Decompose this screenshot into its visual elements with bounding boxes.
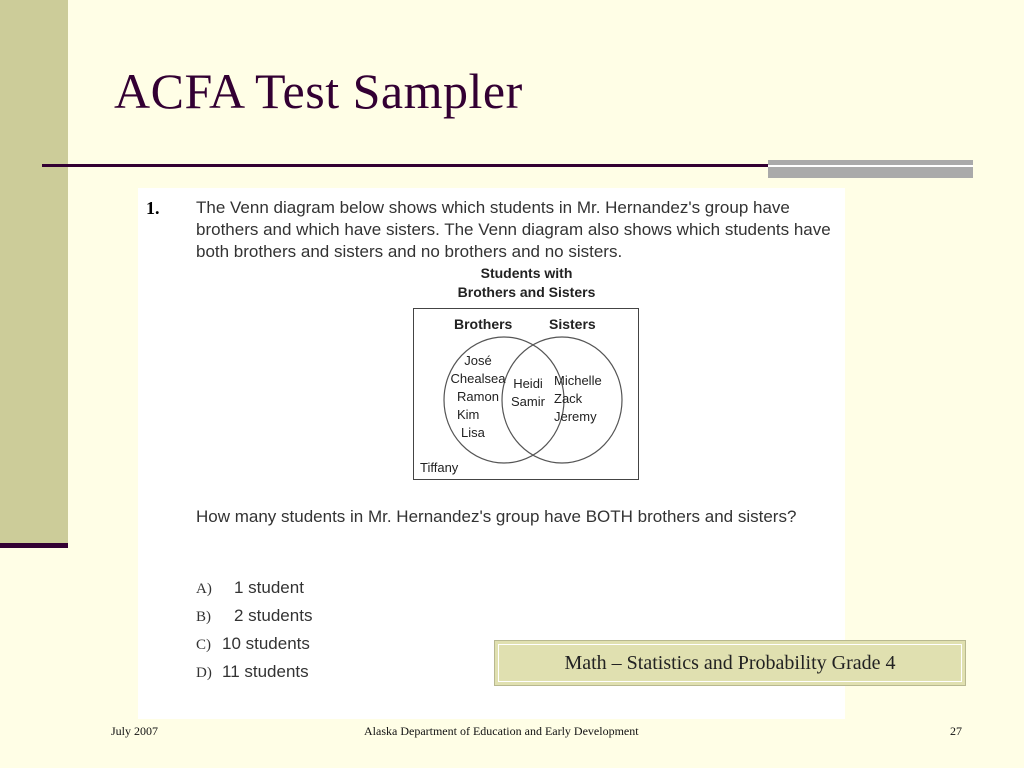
choice-letter: D) [196,665,212,681]
venn-title-line2: Brothers and Sisters [457,284,596,300]
student-name: Heidi [513,376,543,391]
student-name: Ramon [457,389,499,404]
neither-list [420,459,458,477]
subject-tag-label: Math – Statistics and Probability Grade 4 [498,644,962,682]
choice-letter: C) [196,637,211,653]
choice-answer: 2 students [234,606,313,625]
venn-title-line1: Students with [480,265,573,281]
student-name: Samir [511,394,545,409]
venn-title [418,264,635,302]
venn-label-brothers: Brothers [454,316,513,332]
choice-answer: 10 students [222,634,310,653]
student-name: Zack [554,391,583,406]
choice-d[interactable] [196,662,312,690]
slide-title: ACFA Test Sampler [114,63,523,119]
both-list [510,375,546,411]
answer-choices [196,578,312,690]
sisters-only-list [554,372,602,426]
question-number: 1. [146,198,160,218]
student-name: Lisa [461,425,485,440]
venn-label-sisters: Sisters [549,316,596,332]
left-accent-bar [0,0,68,545]
title-rule-accent [768,160,973,178]
student-name: Michelle [554,373,602,388]
left-accent-rule [0,543,68,548]
footer-organization: Alaska Department of Education and Early Development [364,724,639,738]
question-prompt: How many students in Mr. Hernandez's group have BOTH brothers and sisters? [196,507,797,526]
choice-b[interactable] [196,606,312,634]
footer-page-number: 27 [950,724,962,738]
choice-answer: 11 students [222,662,309,681]
student-name: José [464,353,492,368]
brothers-only-list [448,352,508,442]
choice-letter: B) [196,609,211,625]
student-name: Chealsea [450,371,506,386]
choice-answer: 1 student [234,578,304,597]
footer-date: July 2007 [111,724,159,738]
student-name: Tiffany [420,460,459,475]
choice-letter: A) [196,581,212,597]
question-intro: The Venn diagram below shows which students in Mr. Hernandez's group have brothers and which have sisters. The Venn diagram also shows which students have both brothers and sisters and no brothers and no sisters. [196,198,831,261]
student-name: Jeremy [554,409,597,424]
choice-a[interactable] [196,578,312,606]
venn-diagram [413,308,639,480]
choice-c[interactable] [196,634,312,662]
subject-tag [494,640,966,686]
student-name: Kim [457,407,480,422]
